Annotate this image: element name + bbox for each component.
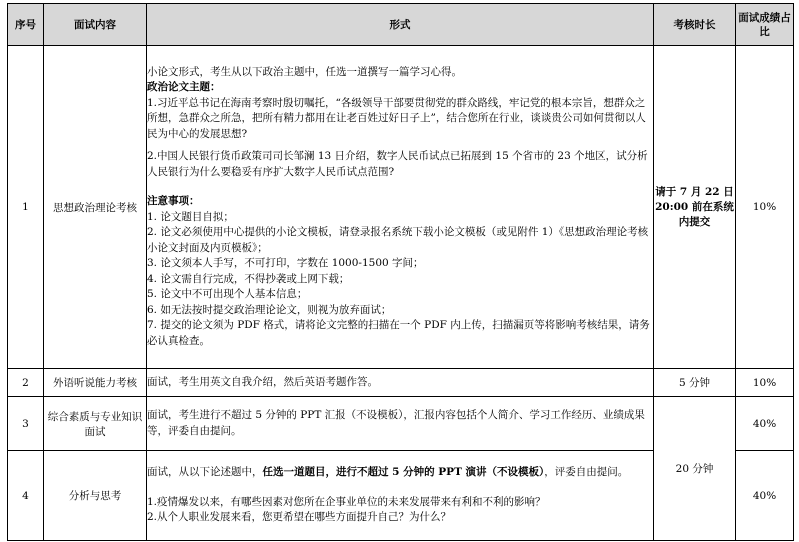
row-content: 分析与思考 xyxy=(44,451,147,541)
table-row xyxy=(8,46,794,369)
row-form: 面试，考生进行不超过 5 分钟的 PPT 汇报（不设模板），汇报内容包括个人简介、学习工作经历、业绩成果等，评委自由提问。 xyxy=(147,397,654,451)
row-ratio: 40% xyxy=(736,451,794,541)
lead-tail-text: ，评委自由提问。 xyxy=(544,466,629,479)
row-number: 3 xyxy=(8,397,44,451)
row-ratio: 40% xyxy=(736,397,794,451)
row-form xyxy=(147,451,654,541)
form-lead xyxy=(147,465,653,481)
interview-table xyxy=(7,3,794,541)
header-ratio: 面试成绩占比 xyxy=(736,4,794,46)
note-item: 5. 论文中不可出现个人基本信息； xyxy=(147,288,308,301)
topic-1: 1.习近平总书记在海南考察时殷切嘱托，“各级领导干部要贯彻党的群众路线，牢记党的根本宗旨，想群众之所想，急群众之所急，把所有精力都用在让老百姓过好日子上”，结合您所在行业，谈谈贵公司如何贯彻以人民为中心的发展思想? xyxy=(147,96,646,140)
question-1: 1.疫情爆发以来，有哪些因素对您所在企事业单位的未来发展带来有利和不利的影响？ xyxy=(147,495,546,508)
table-row xyxy=(8,397,794,451)
row-form: 面试，考生用英文自我介绍，然后英语考题作答。 xyxy=(147,369,654,397)
row-content: 外语听说能力考核 xyxy=(44,369,147,397)
header-row xyxy=(8,4,794,46)
notes-heading: 注意事项： xyxy=(147,195,200,208)
duration-text: 请于 7 月 22 日 20:00 前在系统内提交 xyxy=(655,185,734,228)
row-ratio: 10% xyxy=(736,369,794,397)
question-2: 2.从个人职业发展来看，您更希望在哪些方面提升自己？为什么？ xyxy=(147,511,452,524)
form-intro: 小论文形式，考生从以下政治主题中，任选一道撰写一篇学习心得。 xyxy=(147,65,462,78)
row-duration: 5 分钟 xyxy=(654,369,736,397)
row-number: 4 xyxy=(8,451,44,541)
row-duration xyxy=(654,46,736,369)
header-duration: 考核时长 xyxy=(654,4,736,46)
lead-bold-text: 任选一道题目，进行不超过 5 分钟的 PPT 演讲（不设模板） xyxy=(262,466,545,479)
header-no: 序号 xyxy=(8,4,44,46)
note-item: 3. 论文须本人手写，不可打印，字数在 1000-1500 字间； xyxy=(147,257,424,270)
row-ratio: 10% xyxy=(736,46,794,369)
header-content: 面试内容 xyxy=(44,4,147,46)
note-item: 7. 提交的论文须为 PDF 格式，请将论文完整的扫描在一个 PDF 内上传，扫描漏页等将影响考核结果，请务必认真检查。 xyxy=(147,319,650,347)
row-duration: 20 分钟 xyxy=(654,397,736,541)
note-item: 2. 论文必须使用中心提供的小论文模板，请登录报名系统下载小论文模板（或见附件 1）《思想政治理论考核小论文封面及内页模板》； xyxy=(147,226,649,254)
note-item: 6. 如无法按时提交政治理论论文，则视为放弃面试； xyxy=(147,303,392,316)
note-item: 4. 论文需自行完成，不得抄袭或上网下载； xyxy=(147,272,350,285)
header-form: 形式 xyxy=(147,4,654,46)
topic-2: 2.中国人民银行货币政策司司长邹澜 13 日介绍，数字人民币试点已拓展到 15 个省市的 23 个地区，试分析人民银行为什么要稳妥有序扩大数字人民币试点范围? xyxy=(147,150,648,178)
row-number: 2 xyxy=(8,369,44,397)
row-form xyxy=(147,46,654,369)
table-row xyxy=(8,369,794,397)
row-content: 思想政治理论考核 xyxy=(44,46,147,369)
row-number: 1 xyxy=(8,46,44,369)
lead-text: 面试，从以下论述题中， xyxy=(147,466,263,479)
row-content: 综合素质与专业知识面试 xyxy=(44,397,147,451)
topic-heading: 政治论文主题： xyxy=(147,81,221,94)
note-item: 1. 论文题目自拟； xyxy=(147,210,234,223)
